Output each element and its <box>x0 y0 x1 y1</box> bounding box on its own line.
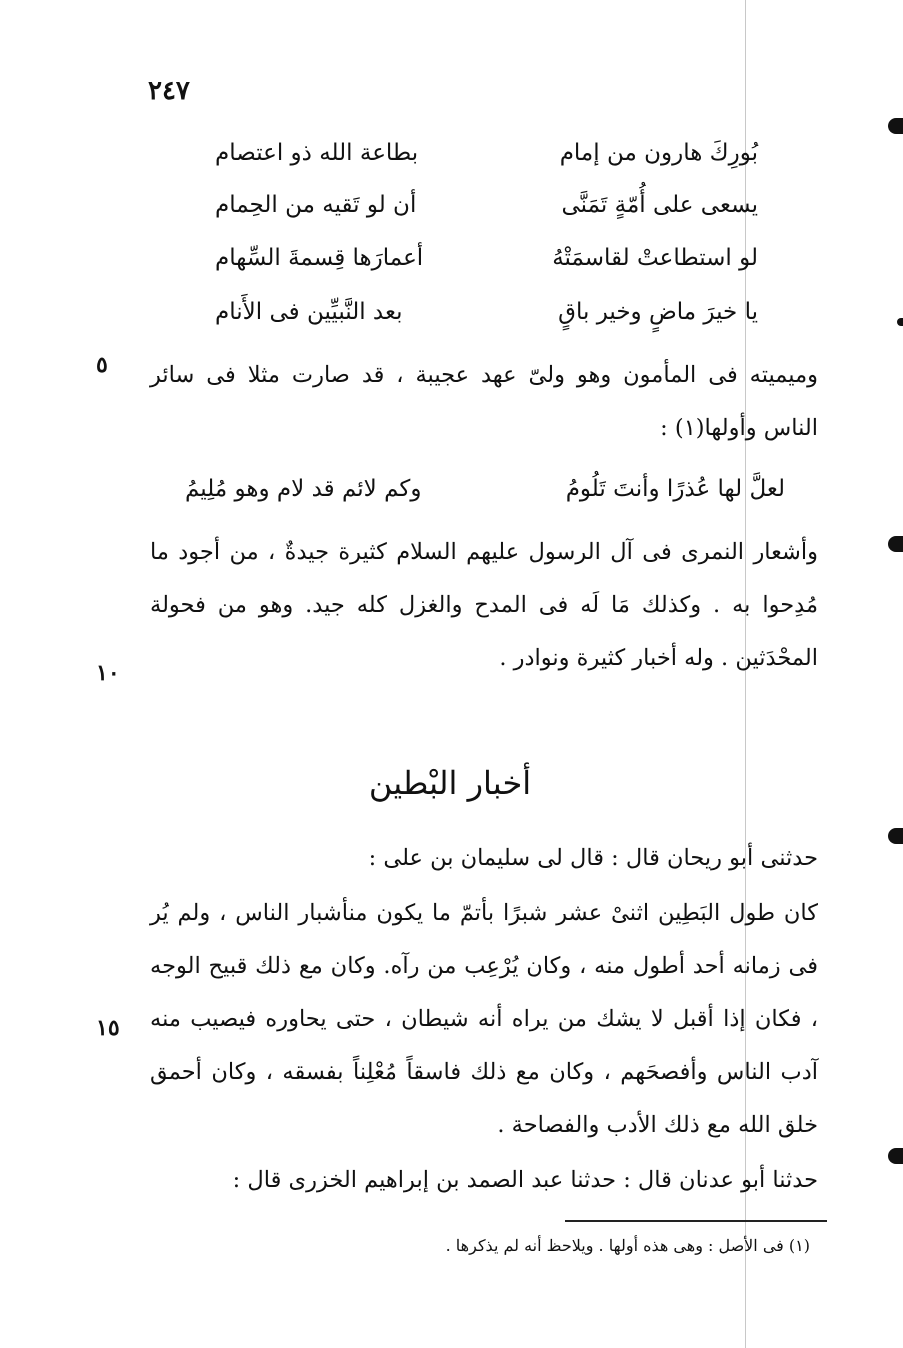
verse-line <box>215 245 758 285</box>
paragraph-isnad: حدثنى أبو ريحان قال : قال لى سليمان بن على : <box>368 845 818 871</box>
verse-hemistich-first: لو استطاعتْ لقاسمَتْهُ <box>552 245 758 271</box>
scan-edge-mark <box>888 118 903 134</box>
section-heading: أخبار البْطين <box>368 764 532 802</box>
verse-hemistich-second: أن لو تَقيه من الحِمام <box>215 192 417 218</box>
verse-hemistich-first: يا خيرَ ماضٍ وخير باقٍ <box>558 299 758 325</box>
paragraph-butayn: كان طول البَطِين اثنىْ عشر شبرًا بأتمّ ما يكون منأشبار الناس ، ولم يُر فى زمانه أحد أطول منه ، وكان يُرْعِب من رآه. وكان مع ذلك قبيح الوجه ، فكان إذا أقبل لا يشك من يراه أنه شيطان ، حتى يحاوره فيصيب منه آدب الناس وأفصحَهم ، وكان مع ذلك فاسقاً مُعْلِناً بفسقه ، وكان أحمق خلق الله مع ذلك الأدب والفصاحة . <box>150 900 818 1138</box>
verse-hemistich-second: بعد النَّبيِّين فى الأَنام <box>215 299 403 325</box>
paragraph-isnad-2: حدثنا أبو عدنان قال : حدثنا عبد الصمد بن إبراهيم الخزرى قال : <box>232 1167 818 1193</box>
verse-line <box>215 299 758 339</box>
verse-line <box>215 140 758 180</box>
line-number: ٥ <box>96 352 108 378</box>
verse-hemistich-first: يسعى على أُمّةٍ تَمَنَّى <box>561 192 758 218</box>
verse-line <box>215 192 758 232</box>
line-number: ١٥ <box>96 1015 120 1041</box>
verse-line <box>185 476 785 516</box>
line-number: ١٠ <box>96 660 120 686</box>
page-number: ٢٤٧ <box>148 76 190 106</box>
paragraph-numayri: وأشعار النمرى فى آل الرسول عليهم السلام كثيرة جيدةٌ ، من أجود ما مُدِحوا به . وكذلك مَا لَه فى المدح والغزل كله جيد. وهو من فحولة المحْدَثين . وله أخبار كثيرة ونوادر . <box>150 539 818 671</box>
scan-edge-mark <box>897 318 903 326</box>
paragraph-mamun: وميميته فى المأمون وهو ولىّ عهد عجيبة ، قد صارت مثلا فى سائر الناس وأولها(١) : <box>150 362 818 441</box>
footnote: (١) فى الأصل : وهى هذه أولها . ويلاحظ أنه لم يذكرها . <box>445 1236 810 1255</box>
verse-hemistich-second: بطاعة الله ذو اعتصام <box>215 140 419 166</box>
scan-edge-mark <box>888 828 903 844</box>
footnote-rule <box>565 1220 827 1222</box>
verse-hemistich-second: وكم لائم قد لام وهو مُلِيمُ <box>185 476 422 502</box>
verse-hemistich-first: لعلَّ لها عُذرًا وأنتَ تَلُومُ <box>565 476 785 502</box>
scan-edge-mark <box>888 536 903 552</box>
verse-hemistich-second: أعمارَها قِسمةَ السِّهام <box>215 245 424 271</box>
verse-hemistich-first: بُورِكَ هارون من إمام <box>559 140 758 166</box>
scan-edge-mark <box>888 1148 903 1164</box>
